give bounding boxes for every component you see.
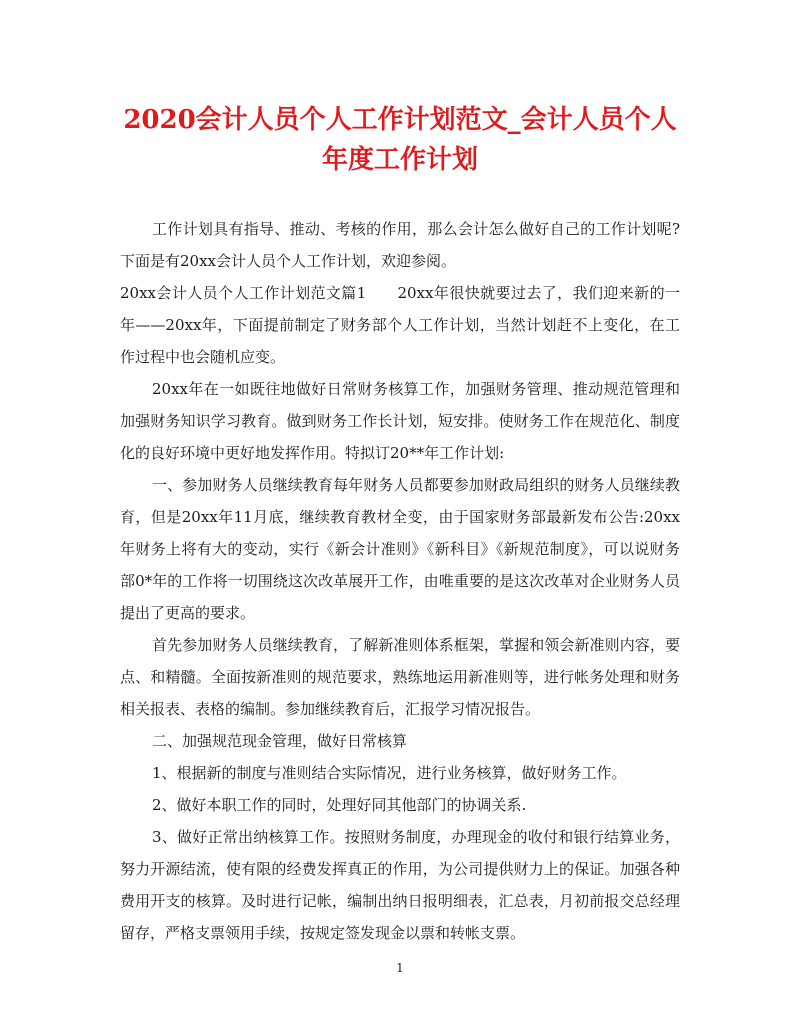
document-body <box>120 213 680 949</box>
paragraph-new-standards: 首先参加财务人员继续教育，了解新准则体系框架，掌握和领会新准则内容，要点、和精髓。全面按新准则的规范要求，熟练地运用新准则等，进行帐务处理和财务相关报表、表格的编制。参加继续教育后，汇报学习情况报告。 <box>120 636 680 718</box>
paragraph-item-3: 3、做好正常出纳核算工作。按照财务制度，办理现金的收付和银行结算业务，努力开源结流，使有限的经费发挥真正的作用，为公司提供财力上的保证。加强各种费用开支的核算。及时进行记帐，编制出纳日报明细表，汇总表，月初前报交总经理留存，严格支票领用手续，按规定签发现金以票和转帐支票。 <box>120 828 680 942</box>
paragraph-intro: 工作计划具有指导、推动、考核的作用，那么会计怎么做好自己的工作计划呢?下面是有20xx会计人员个人工作计划，欢迎参阅。 <box>120 220 680 270</box>
paragraph-cash-management-heading: 二、加强规范现金管理，做好日常核算 <box>152 732 408 750</box>
page-number: 1 <box>396 961 404 975</box>
paragraph-item-2: 2、做好本职工作的同时，处理好同其他部门的协调关系. <box>152 796 527 814</box>
document-title: 2020会计人员个人工作计划范文_会计人员个人年度工作计划 <box>123 105 677 175</box>
paragraph-annual-plan: 20xx年在一如既往地做好日常财务核算工作，加强财务管理、推动规范管理和加强财务知识学习教育。做到财务工作长计划，短安排。使财务工作在规范化、制度化的良好环境中更好地发挥作用。特拟订20**年工作计划: <box>120 380 680 462</box>
paragraph-section-heading: 20xx会计人员个人工作计划范文篇1 20xx年很快就要过去了，我们迎来新的一年——20xx年，下面提前制定了财务部个人工作计划，当然计划赶不上变化，在工作过程中也会随机应变。 <box>120 284 680 366</box>
paragraph-continuing-education: 一、参加财务人员继续教育每年财务人员都要参加财政局组织的财务人员继续教育，但是20xx年11月底，继续教育教材全变，由于国家财务部最新发布公告:20xx年财务上将有大的变动，实行《新会计准则》《新科目》《新规范制度》，可以说财务部0*年的工作将一切围绕这次改革展开工作，由唯重要的是这次改革对企业财务人员提出了更高的要求。 <box>120 476 680 622</box>
paragraph-item-1: 1、根据新的制度与准则结合实际情况，进行业务核算，做好财务工作。 <box>152 764 627 782</box>
